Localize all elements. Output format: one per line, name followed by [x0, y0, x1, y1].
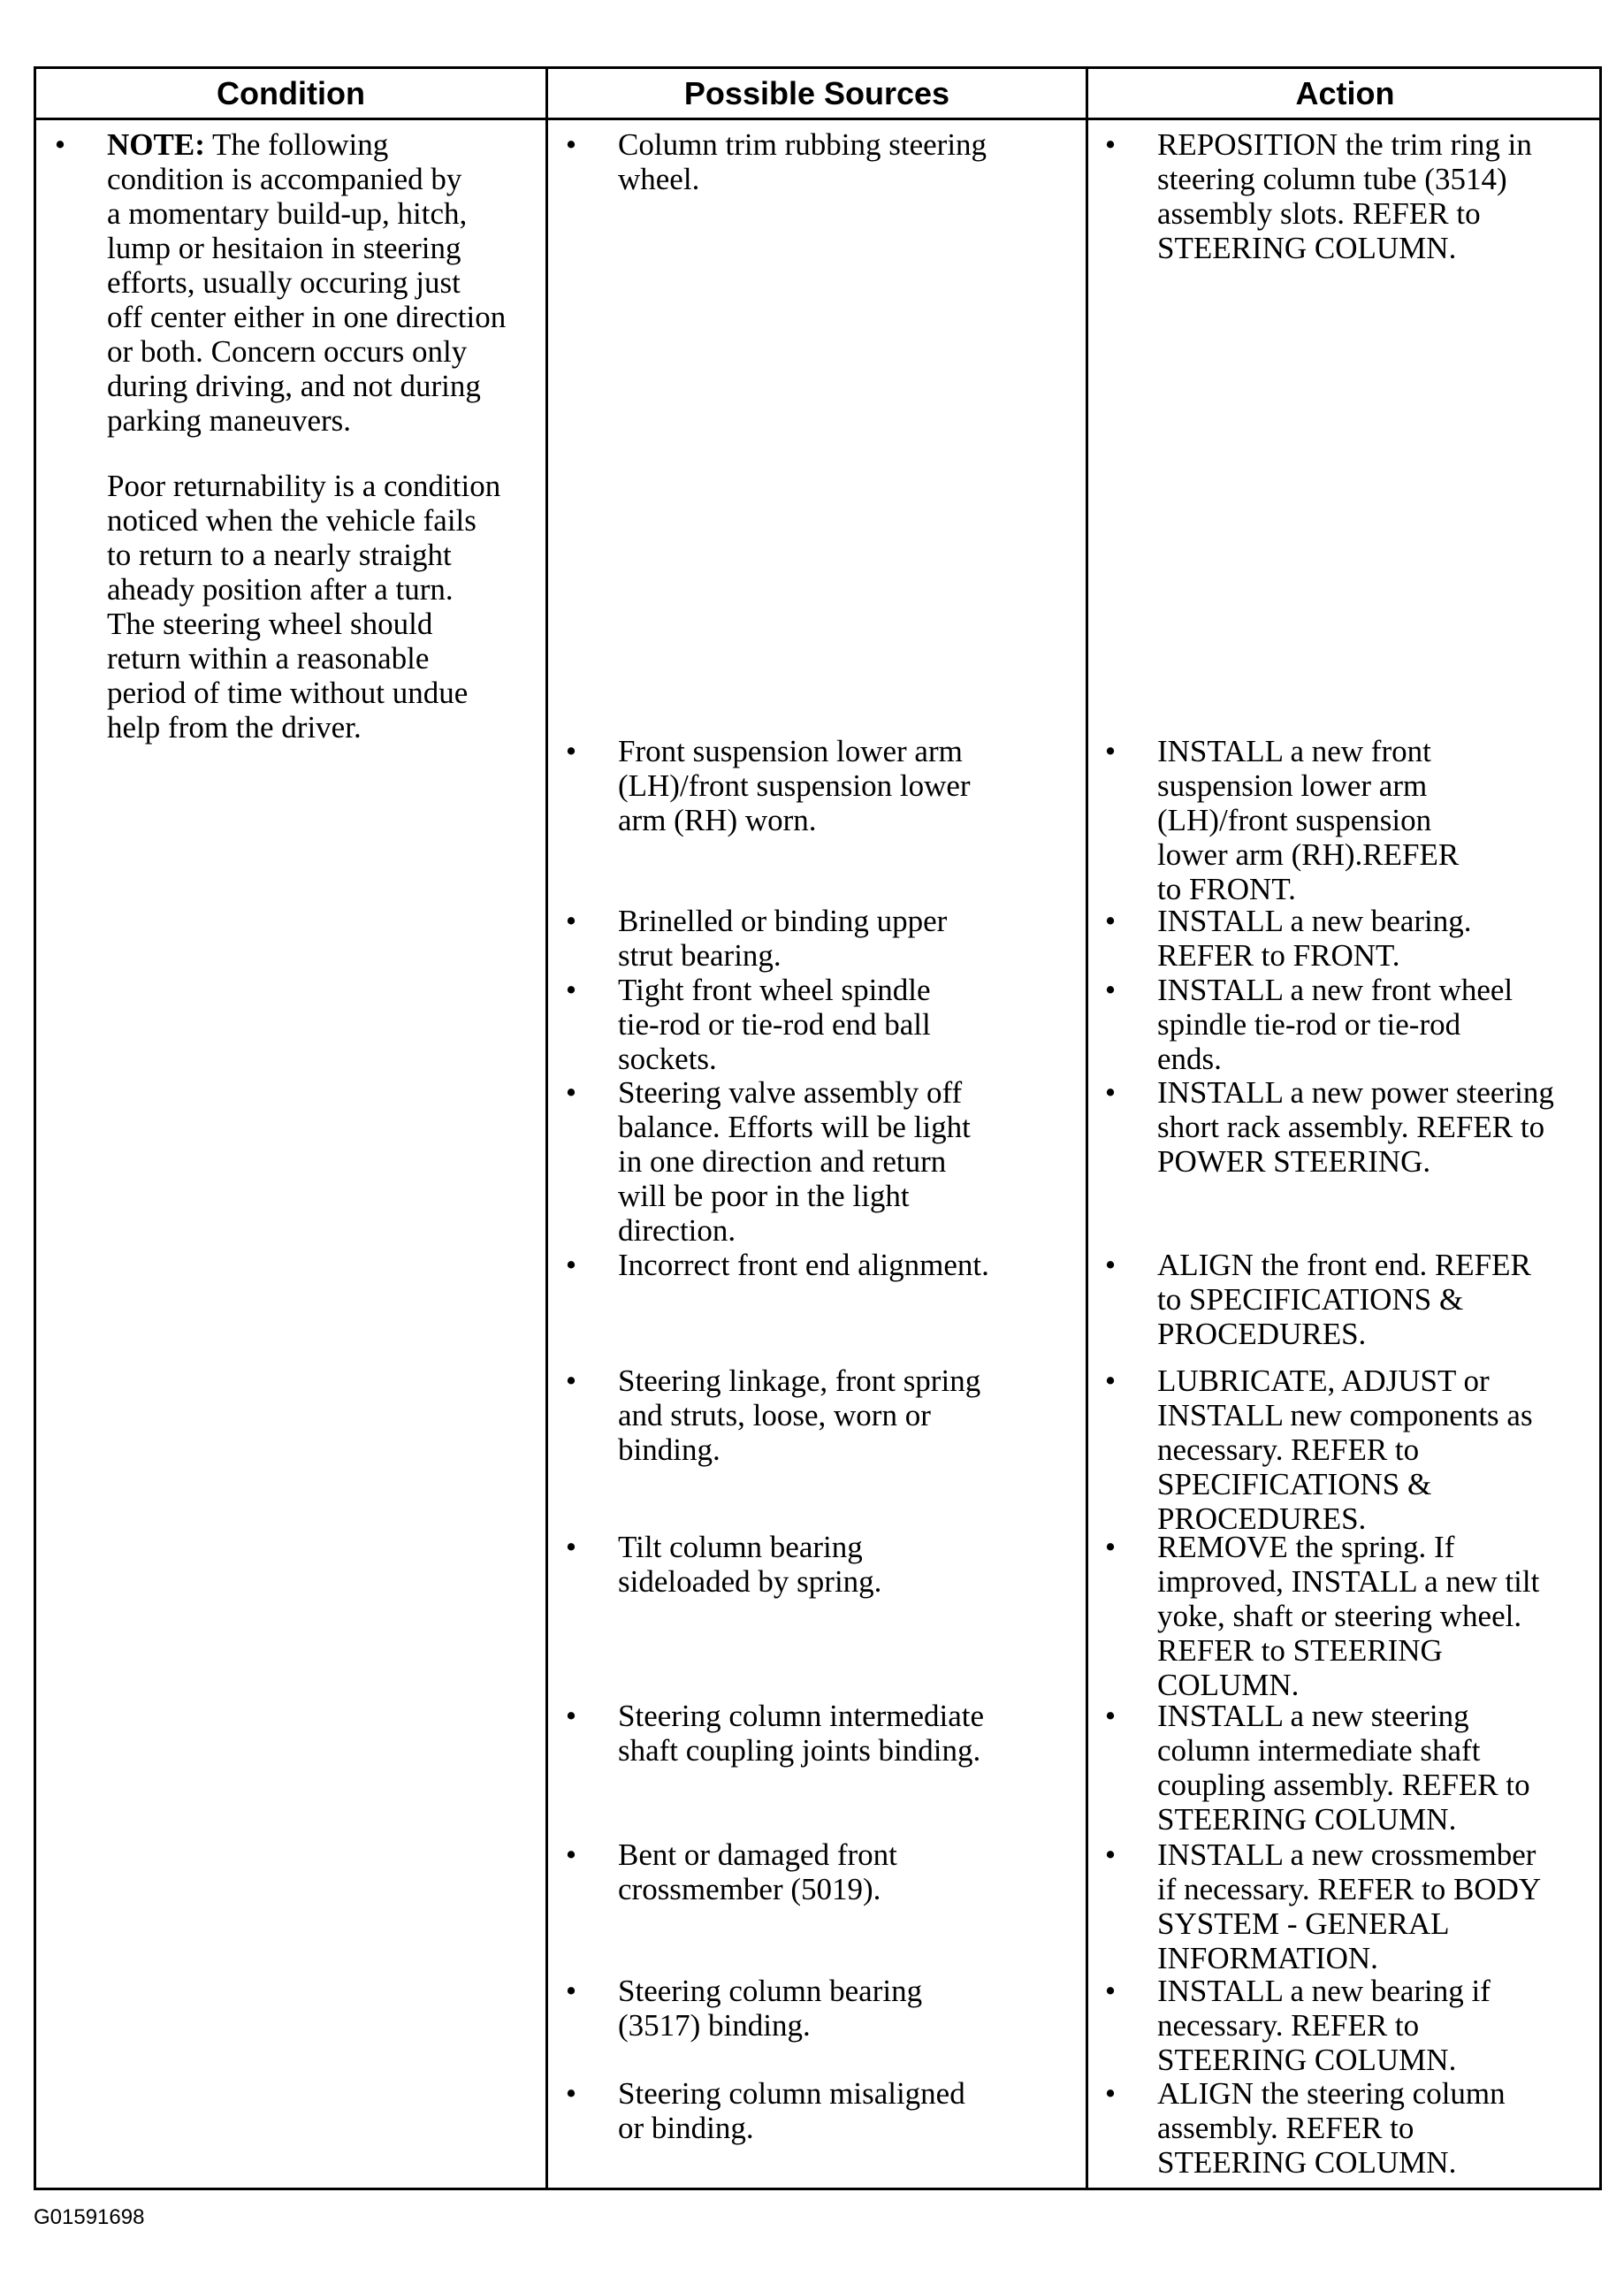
source-item: • Tight front wheel spindle tie-rod or tie-rod end ball sockets. — [558, 973, 1084, 1079]
header-condition: Condition — [217, 74, 365, 111]
action-item: • REPOSITION the trim ring in steering column tube (3514) assembly slots. REFER to STEERING COLUMN. — [1097, 127, 1601, 269]
source-item: • Incorrect front end alignment. — [558, 1248, 1084, 1287]
bullet: • — [54, 127, 66, 162]
bullet: • — [565, 734, 577, 768]
bullet: • — [565, 2076, 577, 2111]
action-item: • ALIGN the front end. REFER to SPECIFICATIONS & PROCEDURES. — [1097, 1248, 1601, 1354]
action-item: • INSTALL a new front wheel spindle tie-rod or tie-rod ends. — [1097, 973, 1601, 1079]
bullet: • — [1104, 1248, 1117, 1282]
note-text: The following condition is accompanied by a momentary build-up, hitch, lump or hesitaion in steering efforts, usually occuring just off center either in one direction or both. Concern occurs only during driving, and not during parking maneuvers. — [107, 127, 507, 438]
bullet: • — [1104, 1699, 1117, 1733]
bullet: • — [1104, 1530, 1117, 1564]
bullet: • — [1104, 127, 1117, 162]
header-possible-sources: Possible Sources — [683, 74, 950, 111]
action-item: • INSTALL a new crossmember if necessary. REFER to BODY SYSTEM - GENERAL INFORMATION. — [1097, 1837, 1601, 1979]
header-action: Action — [1295, 74, 1395, 111]
column-divider-2 — [1086, 69, 1088, 2188]
action-item: • INSTALL a new steering column intermediate shaft coupling assembly. REFER to STEERING COLUMN. — [1097, 1699, 1601, 1840]
bullet: • — [565, 1837, 577, 1872]
source-item: • Brinelled or binding upper strut bearing. — [558, 904, 1084, 974]
condition-para2-text: Poor returnability is a condition noticed when the vehicle fails to return to a nearly straight aheady position after a turn. The steering wheel should return within a reasonable period of time without undue help from the driver. — [107, 469, 501, 745]
action-item: • REMOVE the spring. If improved, INSTALL a new tilt yoke, shaft or steering wheel. REFER to STEERING COLUMN. — [1097, 1530, 1601, 1702]
source-item: • Column trim rubbing steering wheel. — [558, 127, 1084, 207]
action-item: • INSTALL a new front suspension lower arm (LH)/front suspension lower arm (RH).REFER to FRONT. — [1097, 734, 1601, 906]
header-divider — [36, 118, 1599, 120]
source-item: • Tilt column bearing sideloaded by spring. — [558, 1530, 1084, 1600]
bullet: • — [565, 1364, 577, 1398]
troubleshooting-table — [34, 66, 1602, 2190]
bullet: • — [1104, 1075, 1117, 1110]
bullet: • — [1104, 2076, 1117, 2111]
condition-paragraph-2 — [47, 469, 542, 760]
action-item: • LUBRICATE, ADJUST or INSTALL new components as necessary. REFER to SPECIFICATIONS & PROCEDURES. — [1097, 1364, 1601, 1536]
bullet: • — [1104, 904, 1117, 938]
figure-id: G01591698 — [34, 2205, 145, 2229]
bullet: • — [1104, 1837, 1117, 1872]
bullet: • — [565, 1075, 577, 1110]
source-item: • Steering valve assembly off balance. Efforts will be light in one direction and return will be poor in the light direction. — [558, 1075, 1084, 1252]
source-item: • Bent or damaged front crossmember (5019). — [558, 1837, 1084, 1908]
condition-note — [107, 127, 567, 438]
source-item: • Front suspension lower arm (LH)/front suspension lower arm (RH) worn. — [558, 734, 1084, 840]
source-item: • Steering column intermediate shaft coupling joints binding. — [558, 1699, 1084, 1769]
action-item: • INSTALL a new bearing if necessary. REFER to STEERING COLUMN. — [1097, 1974, 1601, 2080]
bullet: • — [565, 1530, 577, 1564]
bullet: • — [565, 1699, 577, 1733]
bullet: • — [565, 127, 577, 162]
note-label: NOTE: — [107, 127, 205, 162]
action-item: • ALIGN the steering column assembly. REFER to STEERING COLUMN. — [1097, 2076, 1601, 2182]
source-item: • Steering column bearing (3517) binding. — [558, 1974, 1084, 2044]
bullet: • — [565, 1248, 577, 1282]
bullet: • — [1104, 973, 1117, 1007]
source-item: • Steering linkage, front spring and struts, loose, worn or binding. — [558, 1364, 1084, 1470]
action-item: • INSTALL a new power steering short rack assembly. REFER to POWER STEERING. — [1097, 1075, 1601, 1181]
bullet: • — [565, 1974, 577, 2008]
bullet: • — [1104, 1364, 1117, 1398]
source-item: • Steering column misaligned or binding. — [558, 2076, 1084, 2147]
bullet: • — [565, 973, 577, 1007]
bullet: • — [1104, 1974, 1117, 2008]
action-item: • INSTALL a new bearing. REFER to FRONT. — [1097, 904, 1601, 974]
bullet: • — [1104, 734, 1117, 768]
bullet: • — [565, 904, 577, 938]
